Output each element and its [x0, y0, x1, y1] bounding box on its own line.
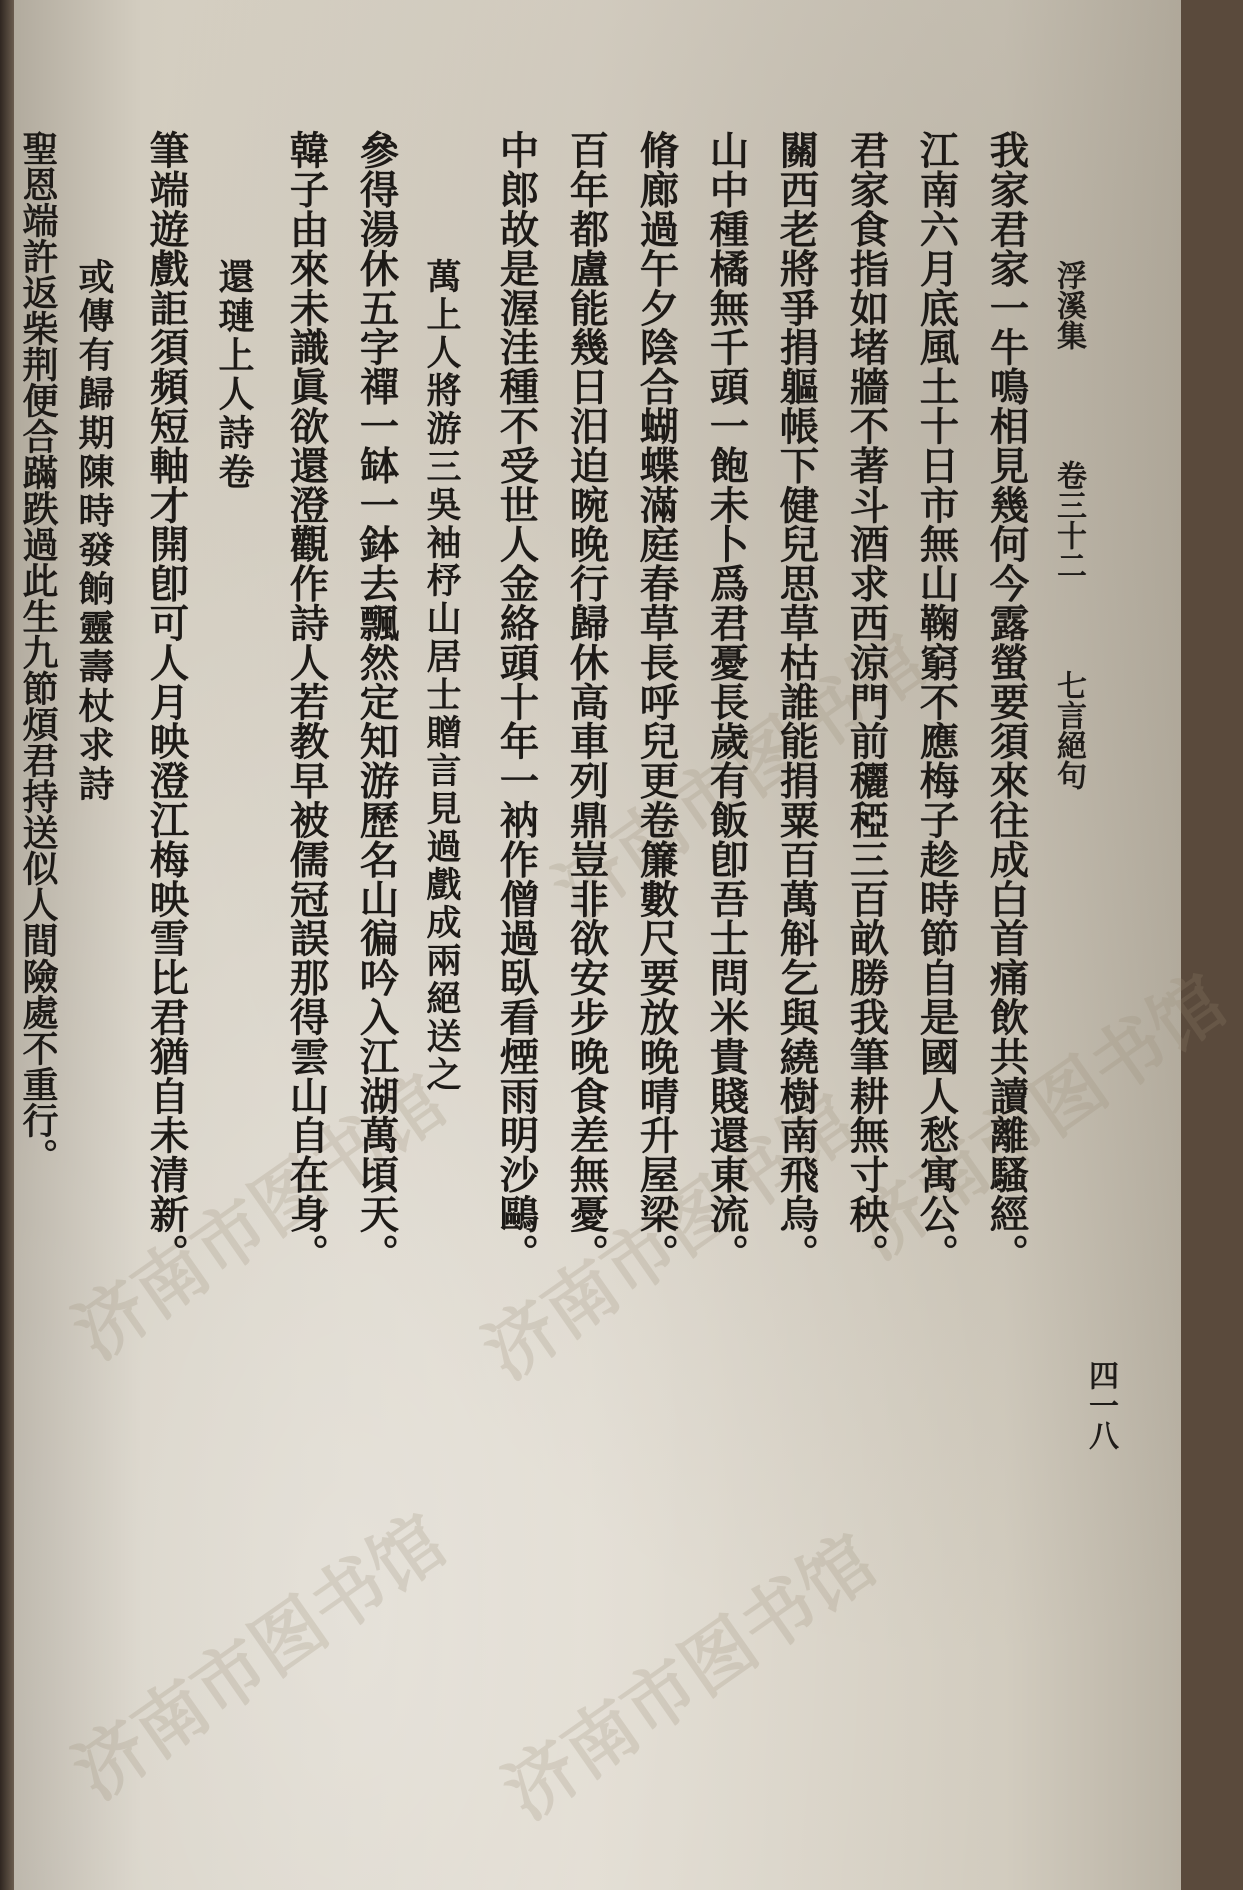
text-column: 關西老將爭捐軀帳下健兒思草枯誰能捐粟百萬斛乞與繞樹南飛烏。	[773, 130, 820, 1273]
text-column: 韓子由來未識眞欲還澄觀作詩人若教早被儒冠誤那得雲山自在身。	[283, 130, 330, 1273]
poem-heading: 還璉上人詩卷	[213, 258, 255, 492]
book-title: 浮溪集	[1051, 260, 1086, 350]
text-column: 我家君家一牛鳴相見幾何今露螢要須來往成白首痛飲共讀離騷經。	[983, 130, 1030, 1273]
text-column: 聖恩端許返柴荆便合蹣跌過此生九節煩君持送似人間險處不重行。	[17, 130, 59, 1174]
text-column: 百年都盧能幾日汨迫晼晚行歸休高車列鼎豈非欲安步晚食差無憂。	[563, 130, 610, 1273]
text-column: 江南六月底風土十日市無山鞠窮不應梅子趁時節自是國人愁寓公。	[913, 130, 960, 1273]
page-binding-edge	[0, 0, 14, 1890]
page-number: 四一八	[1083, 1360, 1118, 1450]
text-column: 參得湯休五字禪一缽一鉢去飄然定知游歷名山徧吟入江湖萬頃天。	[353, 130, 400, 1273]
watermark: 济南市图书馆	[537, 617, 941, 936]
watermark: 济南市图书馆	[57, 1497, 461, 1816]
text-column: 山中種橘無千頭一飽未卜爲君憂長歲有飯卽吾士問米貴賤還東流。	[703, 130, 750, 1273]
text-column: 君家食指如堵牆不著斗酒求西涼門前穲稏三百畝勝我筆耕無寸秧。	[843, 130, 890, 1273]
text-column: 筆端遊戲詎須頻短軸才開卽可人月映澄江梅映雪比君猶自未清新。	[143, 130, 190, 1273]
running-header	[1046, 260, 1090, 790]
watermark: 济南市图书馆	[467, 1077, 871, 1396]
genre-label: 七言絕句	[1051, 670, 1086, 790]
poem-heading: 萬上人將游三吳袖杼山居士贈言見過戲成兩絕送之	[421, 258, 462, 1094]
poem-heading: 或傳有歸期陳時發餉靈壽杖求詩	[73, 258, 115, 804]
watermark: 济南市图书馆	[837, 957, 1241, 1276]
text-column: 脩廊過午夕陰合蝴蝶滿庭春草長呼兒更卷簾數尺要放晚晴升屋梁。	[633, 130, 680, 1273]
volume-label: 卷三十二	[1051, 460, 1086, 580]
watermark: 济南市图书馆	[487, 1517, 891, 1836]
text-column: 中郎故是渥洼種不受世人金絡頭十年一衲作僧過臥看煙雨明沙鷗。	[493, 130, 540, 1273]
watermark: 济南市图书馆	[57, 1057, 461, 1376]
